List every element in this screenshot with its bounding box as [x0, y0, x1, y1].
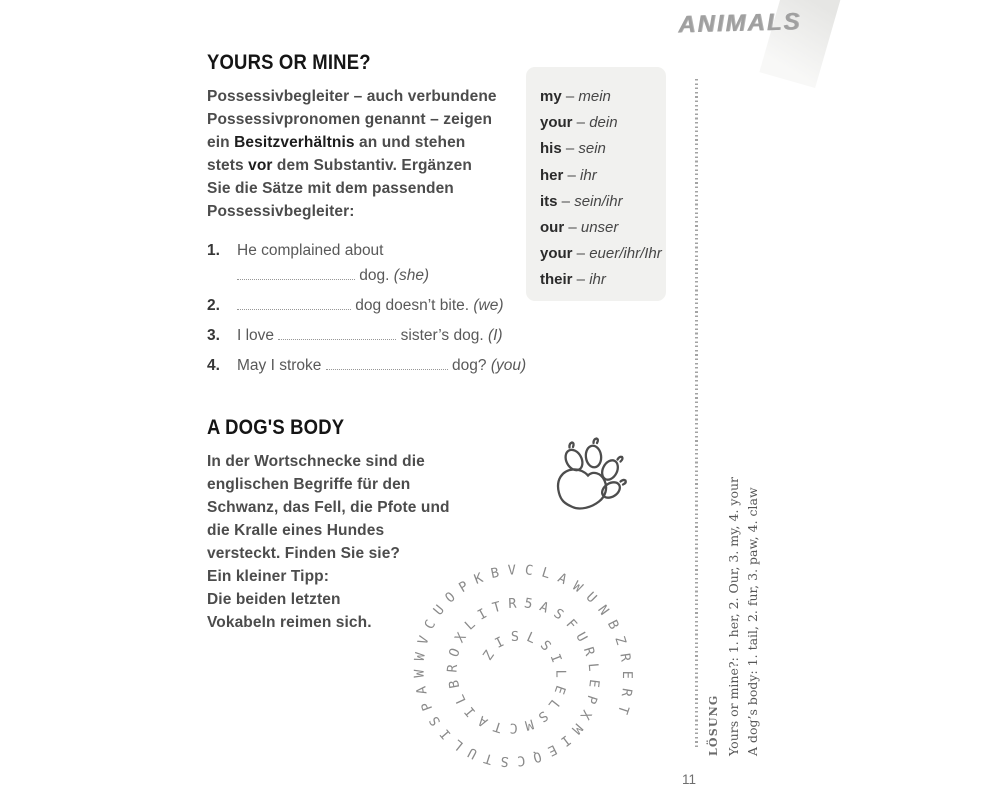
exercise-sentence [237, 239, 532, 288]
vocab-dash: – [561, 88, 579, 105]
paragraph-line [207, 131, 497, 154]
exercise-number: 3. [207, 326, 220, 344]
spiral-letter: W [411, 651, 429, 663]
exercise-number: 4. [207, 356, 220, 374]
spiral-letter: X [576, 707, 595, 723]
vocab-row [540, 136, 666, 162]
text-segment: (you) [490, 356, 527, 374]
vocab-dash: – [564, 219, 581, 237]
text-segment: dog doesn’t bite. [351, 296, 474, 314]
exercise-sentence [237, 324, 532, 349]
spiral-letter: L [539, 564, 553, 583]
vocabulary-box [526, 67, 666, 301]
chapter-tag: ANIMALS [677, 8, 802, 39]
spiral-letter: B [489, 564, 501, 583]
spiral-letter: R [507, 595, 517, 613]
spiral-letter: L [451, 691, 470, 706]
text-segment: dog. [355, 266, 394, 284]
spiral-letter: 5 [522, 595, 534, 613]
vocab-dash: – [557, 192, 575, 210]
text-segment: Vokabeln reimen sich. [207, 614, 372, 631]
vocab-row [540, 215, 666, 241]
text-segment: I love [237, 326, 279, 344]
spiral-letter: M [568, 720, 586, 737]
spiral-letter: A [537, 598, 552, 617]
spiral-letter: I [461, 703, 480, 720]
vocab-german: mein [578, 88, 611, 105]
spiral-letter: P [582, 693, 601, 706]
spiral-letter: B [446, 678, 464, 690]
vocab-english: our [540, 219, 565, 237]
spiral-letter: L [524, 629, 539, 648]
spiral-letter: K [472, 570, 486, 588]
spiral-letter: A [413, 684, 431, 696]
text-segment: (she) [393, 266, 430, 284]
vocab-english: his [540, 140, 562, 158]
spiral-letter: R [616, 652, 634, 663]
spiral-letter: O [445, 646, 464, 660]
paragraph-line [207, 473, 450, 496]
spiral-letter: V [414, 633, 433, 648]
spiral-letter: L [450, 735, 467, 754]
spiral-letter: U [465, 744, 481, 763]
paragraph-line [207, 108, 497, 131]
spiral-letter: C [421, 617, 440, 633]
spiral-letter: U [430, 602, 448, 619]
paragraph-line [207, 519, 450, 542]
vocab-row [540, 267, 666, 293]
text-segment: Possessivpronomen genannt – zeigen [207, 111, 493, 128]
exercise-number: 2. [207, 296, 220, 314]
solution-line-yours-or-mine: Yours or mine?: 1. her, 2. Our, 3. my, 4. your [725, 476, 741, 756]
paragraph-line [207, 450, 450, 473]
text-segment: Schwanz, das Fell, die Pfote und [207, 499, 450, 516]
spiral-letter: Q [531, 747, 544, 766]
spiral-letter: R [617, 687, 635, 698]
text-segment: Possessivbegleiter: [207, 203, 355, 220]
spiral-letter: S [535, 707, 551, 726]
text-segment: (I) [487, 326, 503, 344]
vocab-dash: – [572, 245, 590, 263]
exercise-sentence [237, 354, 532, 379]
spiral-letter: S [510, 628, 519, 645]
exercise-item [207, 294, 537, 319]
vocab-row [540, 189, 666, 215]
text-segment: In der Wortschnecke sind die [207, 453, 425, 470]
solution-heading: LÖSUNG [707, 694, 720, 756]
paragraph-line [207, 154, 497, 177]
vocab-german: dein [589, 114, 618, 132]
exercise-item [207, 324, 537, 349]
spiral-letter: S [426, 713, 445, 729]
text-segment: sister’s dog. [396, 326, 488, 344]
spiral-letter: A [555, 569, 570, 588]
text-segment: versteckt. Finden Sie sie? [207, 545, 400, 562]
spiral-letter: I [546, 651, 565, 666]
paragraph-line [207, 496, 450, 519]
spiral-letter: O [442, 588, 459, 607]
spiral-letter: P [418, 699, 437, 713]
spiral-letter: N [594, 602, 613, 619]
section-title-yours-or-mine: YOURS OR MINE? [207, 51, 371, 74]
text-segment: stets [207, 157, 249, 174]
fill-in-blank [237, 266, 355, 280]
spiral-letter: S [550, 605, 567, 624]
spiral-letter: T [490, 598, 503, 617]
vocab-german: sein/ihr [574, 192, 623, 210]
spiral-letter: T [482, 749, 495, 768]
spiral-letter: T [491, 717, 505, 736]
spiral-letter: L [552, 669, 569, 678]
text-segment: Ein kleiner Tipp: [207, 568, 329, 585]
spiral-letter: P [456, 578, 472, 597]
spiral-letter: L [544, 696, 563, 713]
text-segment: die Kralle eines Hundes [207, 522, 385, 539]
vocab-row [540, 110, 666, 136]
text-segment: Besitzverhältnis [234, 134, 355, 151]
fill-in-blank [237, 296, 351, 310]
spiral-letter: U [572, 629, 591, 645]
exercise-sentence [237, 294, 532, 319]
spiral-letter: S [499, 752, 510, 770]
exercise-list [207, 239, 537, 384]
text-segment: an und stehen [354, 134, 466, 151]
spiral-letter: E [618, 670, 636, 679]
spiral-letter: V [507, 562, 517, 579]
spiral-letter: E [545, 741, 560, 759]
text-segment: Sie die Sätze mit dem passenden [207, 180, 454, 197]
spiral-letter: C [509, 719, 518, 736]
spiral-letter: A [475, 712, 491, 731]
spiral-letter: T [614, 703, 632, 716]
fill-in-blank [326, 356, 448, 370]
spiral-letter: Z [611, 634, 630, 647]
text-segment: May I stroke [237, 356, 326, 374]
vocab-row [540, 84, 666, 110]
text-segment: He complained about [237, 242, 384, 259]
intro-text-yours-or-mine [207, 85, 497, 223]
spiral-letter: C [523, 562, 535, 580]
spiral-letter: M [523, 715, 536, 734]
solution-divider [695, 79, 698, 749]
vocab-english: their [540, 271, 573, 289]
vocab-dash: – [572, 114, 590, 132]
paw-print-icon [548, 430, 658, 530]
vocab-english: its [540, 192, 558, 210]
paragraph-line [207, 200, 497, 223]
text-segment: vor [248, 157, 273, 174]
spiral-letter: S [536, 637, 555, 655]
text-segment: (we) [473, 296, 504, 314]
spiral-letter: W [411, 669, 428, 678]
text-segment: Possessivbegleiter – auch verbundene [207, 88, 497, 105]
vocab-dash: – [563, 166, 581, 184]
spiral-letter: E [550, 683, 569, 697]
vocab-english: your [540, 114, 573, 132]
spiral-letter: I [492, 633, 507, 652]
text-segment: englischen Begriffe für den [207, 476, 411, 493]
vocab-row [540, 241, 666, 267]
exercise-item [207, 239, 537, 288]
solution-line-dogs-body: A dog’s body: 1. tail, 2. fur, 3. paw, 4. claw [745, 487, 760, 756]
exercise-number: 1. [207, 242, 220, 259]
spiral-letter: X [451, 630, 470, 646]
text-segment: dog? [447, 356, 491, 374]
text-segment: Die beiden letzten [207, 591, 341, 608]
paragraph-line [207, 177, 497, 200]
spiral-letter: E [585, 678, 603, 689]
section-title-dogs-body: A DOG'S BODY [207, 416, 345, 439]
spiral-letter: I [436, 725, 455, 743]
vocab-row [540, 163, 666, 189]
spiral-letter: F [562, 616, 580, 633]
vocab-dash: – [572, 271, 590, 289]
vocab-dash: – [561, 140, 579, 158]
spiral-letter: Z [479, 647, 498, 664]
vocab-german: ihr [589, 271, 606, 289]
exercise-item [207, 354, 537, 379]
vocab-english: my [540, 88, 562, 105]
vocab-german: ihr [580, 166, 597, 184]
spiral-letter: U [582, 589, 600, 607]
spiral-letter: R [444, 663, 462, 674]
spiral-letter: I [557, 731, 574, 750]
vocab-english: your [540, 245, 573, 263]
vocab-german: unser [580, 219, 619, 237]
spiral-letter: W [569, 578, 586, 597]
spiral-letter: L [584, 662, 602, 672]
word-snail-puzzle [385, 548, 655, 798]
fill-in-blank [278, 326, 396, 340]
vocab-german: sein [578, 140, 606, 158]
page-number: 11 [682, 772, 697, 787]
spiral-letter: C [516, 752, 526, 769]
vocab-english: her [540, 166, 564, 184]
spiral-letter: B [603, 617, 622, 633]
spiral-letter: I [474, 605, 490, 624]
text-segment: dem Substantiv. Ergänzen [272, 157, 472, 174]
spiral-letter: L [461, 616, 479, 634]
text-segment: ein [207, 134, 235, 151]
paragraph-line [207, 85, 497, 108]
spiral-letter: R [579, 645, 598, 658]
vocab-german: euer/ihr/Ihr [589, 245, 662, 263]
